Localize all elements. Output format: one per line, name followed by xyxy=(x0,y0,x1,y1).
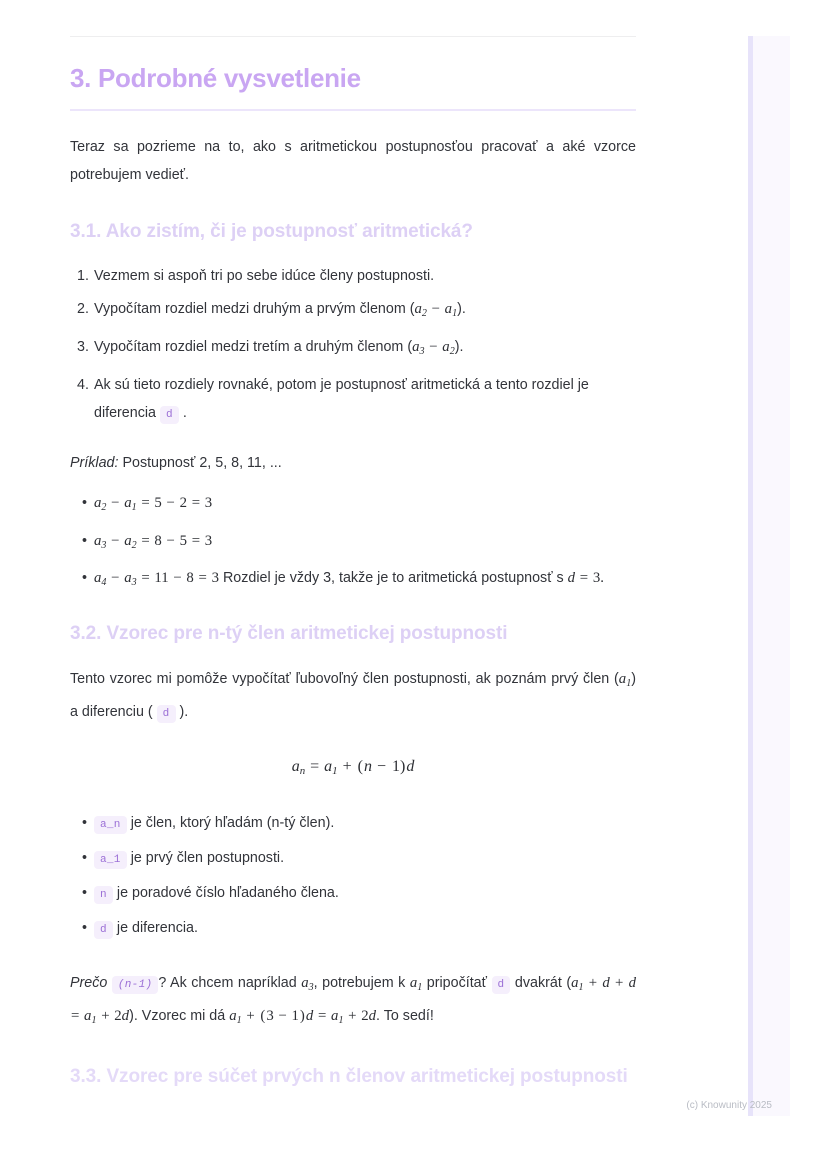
inline-math: $a_3 - a_2 = 8 - 5 = 3$ xyxy=(94,532,213,551)
list-item xyxy=(70,295,636,328)
code-badge-n: n xyxy=(94,886,113,904)
why-middle-2: pripočítať xyxy=(426,974,487,991)
list-item-text: Vypočítam rozdiel medzi druhým a prvým členom ( xyxy=(94,301,415,318)
definition-text: je prvý člen postupnosti. xyxy=(130,849,285,866)
inline-math: $a_1$ xyxy=(618,670,632,689)
section-heading-3-2: 3.2. Vzorec pre n-tý člen aritmetickej postupnosti xyxy=(70,623,508,645)
list-marker: 4. xyxy=(77,376,89,393)
paragraph-text-after: ). xyxy=(179,703,189,720)
list-item-text: Rozdiel je vždy 3, takže je to aritmetická postupnosť s xyxy=(222,570,564,587)
inline-math: $a_3 - a_2$ xyxy=(412,338,455,357)
code-badge-a-n: a_n xyxy=(94,816,127,834)
list-marker: 2. xyxy=(77,301,89,318)
why-middle: , potrebujem k xyxy=(313,974,406,991)
bullet-icon: • xyxy=(82,849,88,866)
section-heading-3-1: 3.1. Ako zistím, či je postupnosť aritmetická? xyxy=(70,220,473,242)
example-text: Postupnosť 2, 5, 8, 11, ... xyxy=(122,454,282,471)
right-side-panel-edge xyxy=(748,36,753,1116)
title-divider xyxy=(70,109,636,111)
list-item-text: Vezmem si aspoň tri po sebe idúce členy postupnosti. xyxy=(94,268,435,285)
page-title: 3. Podrobné vysvetlenie xyxy=(70,63,361,93)
list-item xyxy=(70,527,636,560)
bullet-icon: • xyxy=(82,570,88,587)
section-heading-3-3: 3.3. Vzorec pre súčet prvých n členov aritmetickej postupnosti xyxy=(70,1066,628,1088)
bullet-icon: • xyxy=(82,884,88,901)
list-item xyxy=(70,912,636,947)
list-item-text-after: ). xyxy=(457,301,466,318)
list-item xyxy=(70,564,636,597)
inline-math: $a_1 + (3 - 1)d = a_1 + 2d$ xyxy=(229,1007,377,1026)
why-tail-3: . To sedí! xyxy=(376,1007,434,1024)
why-tail-1: dvakrát ( xyxy=(514,974,572,991)
list-item xyxy=(70,807,636,842)
list-marker: 1. xyxy=(77,268,89,285)
code-badge-a-1: a_1 xyxy=(94,851,127,869)
list-item-text-after: . xyxy=(182,404,187,421)
example-label: Príklad: xyxy=(70,454,119,471)
list-item xyxy=(70,842,636,877)
list-item xyxy=(70,333,636,366)
bullet-icon: • xyxy=(82,814,88,831)
definition-text: je diferencia. xyxy=(116,919,198,936)
list-item-text: Vypočítam rozdiel medzi tretím a druhým členom ( xyxy=(94,338,413,355)
why-label: Prečo xyxy=(70,974,108,991)
top-divider xyxy=(70,36,636,37)
footer-copyright: (c) Knowunity 2025 xyxy=(686,1100,772,1111)
list-item-text-after: ). xyxy=(454,338,464,355)
list-item-text: Ak sú tieto rozdiely rovnaké, potom je postupnosť aritmetická a tento rozdiel je diferencia xyxy=(94,376,589,421)
example-paragraph xyxy=(70,449,636,477)
why-question: ? Ak chcem napríklad xyxy=(158,974,297,991)
list-marker: 3. xyxy=(77,338,89,355)
bullet-icon: • xyxy=(82,494,88,511)
code-badge-d: d xyxy=(160,406,179,424)
intro-paragraph: Teraz sa pozrieme na to, ako s aritmetickou postupnosťou pracovať a aké vzorce potrebujem vedieť. xyxy=(70,138,636,183)
definition-text: je člen, ktorý hľadám (n-tý člen). xyxy=(130,814,335,831)
inline-math: $a_4 - a_3 = 11 - 8 = 3$ xyxy=(94,570,219,589)
list-item xyxy=(70,489,636,522)
right-side-panel xyxy=(748,36,790,1116)
code-badge-d: d xyxy=(492,976,511,994)
definition-text: je poradové číslo hľadaného člena. xyxy=(116,884,339,901)
formula-intro-paragraph xyxy=(70,665,636,728)
inline-math: $a_2 - a_1$ xyxy=(414,301,458,319)
definitions-list xyxy=(70,807,636,947)
inline-math: d = 3. xyxy=(567,570,604,587)
paragraph-text: Tento vzorec mi pomôže vypočítať ľubovoľný člen postupnosti, ak poznám prvý člen ( xyxy=(70,670,619,687)
document-content xyxy=(70,62,636,1090)
display-formula: $a_n = a_1 + (n - 1)d$ xyxy=(291,757,415,777)
list-item xyxy=(70,877,636,912)
inline-math: $a_2 - a_1 = 5 - 2 = 3$ xyxy=(94,494,213,513)
inline-math: $a_1 + d + d = a_1 + 2d$ xyxy=(71,974,636,1026)
code-badge-d: d xyxy=(157,705,176,723)
list-item xyxy=(70,371,636,429)
list-item xyxy=(70,262,636,290)
bullet-icon: • xyxy=(82,919,88,936)
inline-math: $a_3$ xyxy=(301,974,314,993)
why-paragraph xyxy=(70,969,636,1035)
why-tail-2: ). Vzorec mi dá xyxy=(129,1007,226,1024)
steps-list xyxy=(70,262,636,429)
code-badge-d: d xyxy=(94,921,113,939)
bullet-icon: • xyxy=(82,532,88,549)
paragraph-text-middle: ) a diferenciu ( xyxy=(70,670,636,720)
code-badge-n-minus-1: (n-1) xyxy=(112,976,159,994)
inline-math: $a_1$ xyxy=(409,974,423,993)
example-list xyxy=(70,489,636,597)
